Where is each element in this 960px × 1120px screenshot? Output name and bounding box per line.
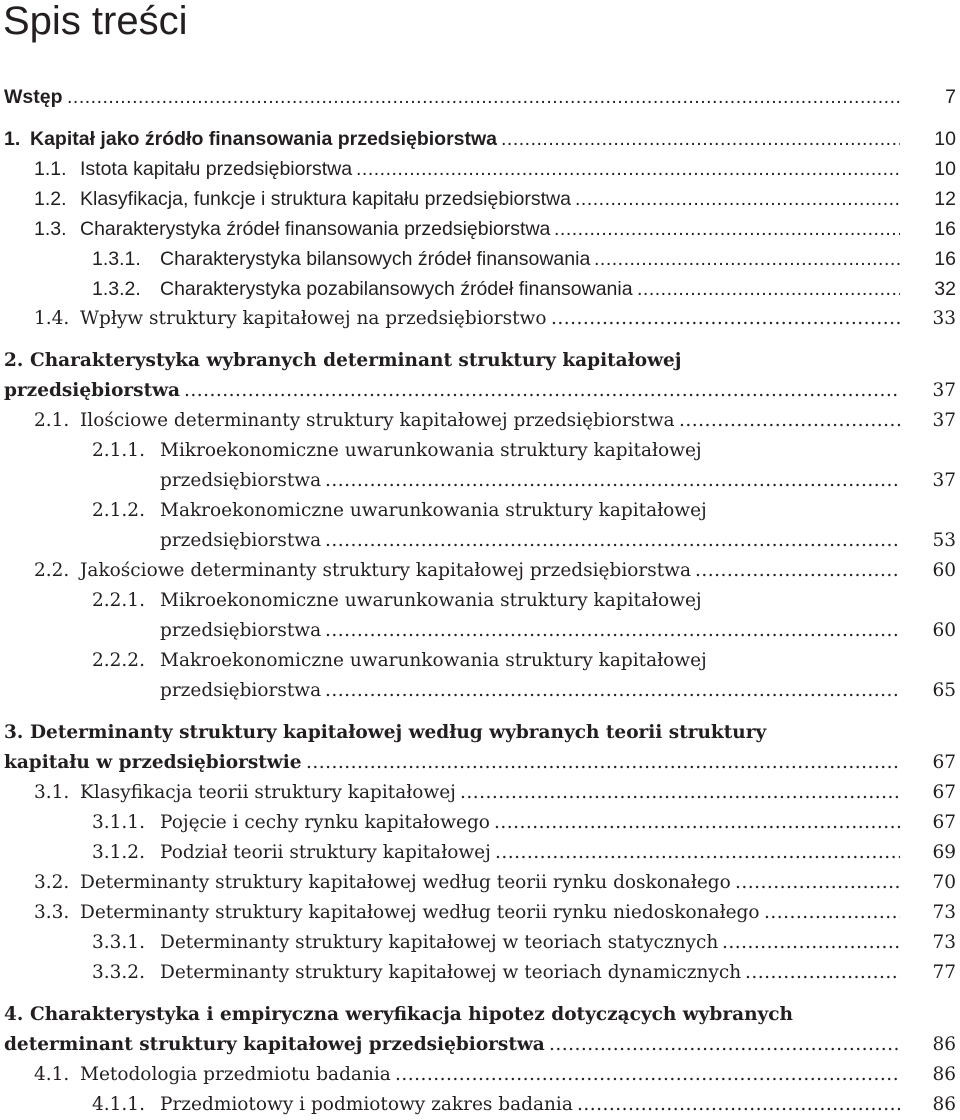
toc-entry-title-continued: determinant struktury kapitałowej przedsiębiorstwa xyxy=(4,1034,545,1055)
dot-leader xyxy=(325,526,900,556)
toc-entry-number: 3.1. xyxy=(34,782,70,803)
toc-section-2-2[interactable] xyxy=(0,556,960,586)
toc-entry-number: 2.2. xyxy=(34,560,70,581)
toc-section-1-1[interactable] xyxy=(0,154,960,184)
toc-chapter-3-continued[interactable] xyxy=(0,748,960,778)
toc-entry-number: 1.3. xyxy=(34,218,67,240)
toc-entry-title: Charakterystyka pozabilansowych źródeł finansowania xyxy=(160,278,633,300)
dot-leader xyxy=(551,304,900,334)
toc-entry-number: 3.1.1. xyxy=(92,812,145,833)
toc-entry-title: Istota kapitału przedsiębiorstwa xyxy=(80,158,353,180)
toc-section-1-3[interactable] xyxy=(0,214,960,244)
toc-entry-title: Podział teorii struktury kapitałowej xyxy=(160,842,491,863)
toc-entry-title: Pojęcie i cechy rynku kapitałowego xyxy=(160,812,490,833)
toc-entry-page: 65 xyxy=(932,680,956,701)
toc-section-3-3[interactable] xyxy=(0,898,960,928)
toc-entry-title: Charakterystyka wybranych determinant struktury kapitałowej xyxy=(30,350,682,371)
toc-section-2-1[interactable] xyxy=(0,406,960,436)
toc-entry-title: Determinanty struktury kapitałowej w teoriach dynamicznych xyxy=(160,962,742,983)
toc-entry-title: Determinanty struktury kapitałowej według teorii rynku niedoskonałego xyxy=(80,902,760,923)
toc-entry-page: 60 xyxy=(932,620,956,641)
dot-leader xyxy=(184,376,900,406)
toc-subsection-2-2-2[interactable] xyxy=(0,646,960,676)
toc-subsection-2-1-2[interactable] xyxy=(0,496,960,526)
dot-leader xyxy=(735,868,900,898)
toc-entry-number: 2.2.2. xyxy=(92,650,145,671)
toc-section-3-1[interactable] xyxy=(0,778,960,808)
toc-entry-page: 53 xyxy=(932,530,956,551)
toc-entry-title: Wstęp xyxy=(4,86,63,108)
toc-chapter-2[interactable] xyxy=(0,346,960,376)
dot-leader xyxy=(745,958,900,988)
dot-leader xyxy=(594,244,900,274)
toc-entry-page: 86 xyxy=(932,1094,956,1115)
toc-subsection-2-2-1[interactable] xyxy=(0,586,960,616)
toc-entry-number: 2.1.2. xyxy=(92,500,145,521)
dot-leader xyxy=(679,406,900,436)
toc-subsection-1-3-2[interactable] xyxy=(0,274,960,304)
toc-entry-number: 1.3.1. xyxy=(92,248,141,270)
toc-entry-number: 3. xyxy=(4,722,24,743)
page-title: Spis treści xyxy=(3,0,188,43)
toc-entry-title: Charakterystyka źródeł finansowania przedsiębiorstwa xyxy=(80,218,551,240)
toc-entry-page: 70 xyxy=(932,872,956,893)
toc-entry-title: Wpływ struktury kapitałowej na przedsiębiorstwo xyxy=(80,308,547,329)
dot-leader xyxy=(764,898,900,928)
toc-entry-page: 67 xyxy=(932,752,956,773)
toc-entry-title: Makroekonomiczne uwarunkowania struktury kapitałowej xyxy=(160,650,707,671)
toc-section-1-2[interactable] xyxy=(0,184,960,214)
dot-leader xyxy=(306,748,900,778)
toc-entry-title: Mikroekonomiczne uwarunkowania struktury kapitałowej xyxy=(160,590,702,611)
toc-section-4-1[interactable] xyxy=(0,1060,960,1090)
dot-leader xyxy=(495,838,900,868)
dot-leader xyxy=(494,808,900,838)
toc-entry-title: Charakterystyka i empiryczna weryfikacja hipotez dotyczących wybranych xyxy=(30,1004,794,1025)
dot-leader xyxy=(549,1030,900,1060)
toc-entry-title: Klasyfikacja teorii struktury kapitałowej xyxy=(80,782,456,803)
toc-entry-number: 3.3.1. xyxy=(92,932,145,953)
toc-entry-title-continued: przedsiębiorstwa xyxy=(160,530,322,551)
dot-leader xyxy=(325,616,900,646)
toc-subsection-2-1-1[interactable] xyxy=(0,436,960,466)
toc-entry-title-continued: przedsiębiorstwa xyxy=(160,620,322,641)
toc-chapter-2-continued[interactable] xyxy=(0,376,960,406)
dot-leader xyxy=(460,778,900,808)
toc-entry-page: 10 xyxy=(934,128,956,150)
toc-entry-title-continued: przedsiębiorstwa xyxy=(160,680,322,701)
toc-entry-page: 32 xyxy=(934,278,956,300)
toc-subsection-2-2-2-continued[interactable] xyxy=(0,676,960,706)
toc-entry-number: 2.1. xyxy=(34,410,70,431)
toc-entry-number: 2. xyxy=(4,350,24,371)
toc-entry-page: 67 xyxy=(932,812,956,833)
toc-entry-page: 77 xyxy=(932,962,956,983)
toc-entry-title: Mikroekonomiczne uwarunkowania struktury kapitałowej xyxy=(160,440,702,461)
toc-entry-page: 69 xyxy=(932,842,956,863)
toc-entry-page: 33 xyxy=(932,308,956,329)
toc-entry-page: 86 xyxy=(932,1034,956,1055)
toc-entry-page: 16 xyxy=(934,248,956,270)
dot-leader xyxy=(325,676,900,706)
toc-entry-title: Metodologia przedmiotu badania xyxy=(80,1064,391,1085)
toc-entry-number: 3.3. xyxy=(34,902,70,923)
toc-entry-page: 73 xyxy=(932,932,956,953)
toc-chapter-4[interactable] xyxy=(0,1000,960,1030)
toc-entry-number: 3.2. xyxy=(34,872,70,893)
dot-leader xyxy=(722,928,900,958)
toc-entry-title: Ilościowe determinanty struktury kapitałowej przedsiębiorstwa xyxy=(80,410,675,431)
dot-leader xyxy=(554,214,900,244)
toc-entry-wstep[interactable] xyxy=(0,82,960,112)
toc-subsection-3-1-2[interactable] xyxy=(0,838,960,868)
toc-entry-page: 67 xyxy=(932,782,956,803)
toc-entry-title: Przedmiotowy i podmiotowy zakres badania xyxy=(160,1094,573,1115)
toc-entry-title-continued: przedsiębiorstwa xyxy=(160,470,322,491)
dot-leader xyxy=(575,184,900,214)
toc-subsection-3-3-2[interactable] xyxy=(0,958,960,988)
toc-entry-page: 16 xyxy=(934,218,956,240)
toc-entry-number: 1. xyxy=(4,128,21,150)
toc-subsection-2-1-2-continued[interactable] xyxy=(0,526,960,556)
dot-leader xyxy=(501,124,900,154)
toc-entry-number: 1.1. xyxy=(34,158,67,180)
toc-entry-title: Klasyfikacja, funkcje i struktura kapitału przedsiębiorstwa xyxy=(80,188,571,210)
toc-entry-page: 7 xyxy=(945,86,956,108)
toc-entry-title: Kapitał jako źródło finansowania przedsiębiorstwa xyxy=(30,128,498,150)
toc-subsection-1-3-1[interactable] xyxy=(0,244,960,274)
toc-entry-title: Determinanty struktury kapitałowej w teoriach statycznych xyxy=(160,932,719,953)
toc-entry-page: 73 xyxy=(932,902,956,923)
toc-subsection-3-1-1[interactable] xyxy=(0,808,960,838)
toc-subsection-2-2-1-continued[interactable] xyxy=(0,616,960,646)
toc-entry-title: Charakterystyka bilansowych źródeł finansowania xyxy=(160,248,591,270)
dot-leader xyxy=(395,1060,900,1090)
toc-entry-number: 4. xyxy=(4,1004,24,1025)
dot-leader xyxy=(67,82,900,112)
toc-entry-title: Determinanty struktury kapitałowej według wybranych teorii struktury xyxy=(30,722,767,743)
toc-entry-number: 1.3.2. xyxy=(92,278,141,300)
dot-leader xyxy=(325,466,900,496)
dot-leader xyxy=(356,154,900,184)
toc-entry-number: 1.4. xyxy=(34,308,70,329)
toc-section-1-4[interactable] xyxy=(0,304,960,334)
toc-chapter-4-continued[interactable] xyxy=(0,1030,960,1060)
toc-entry-number: 2.1.1. xyxy=(92,440,145,461)
toc-entry-number: 4.1.1. xyxy=(92,1094,145,1115)
toc-entry-page: 86 xyxy=(932,1064,956,1085)
toc-entry-number: 2.2.1. xyxy=(92,590,145,611)
toc-entry-page: 60 xyxy=(932,560,956,581)
toc-entry-page: 37 xyxy=(932,470,956,491)
toc-entry-number: 1.2. xyxy=(34,188,67,210)
toc-entry-title: Determinanty struktury kapitałowej według teorii rynku doskonałego xyxy=(80,872,731,893)
toc-entry-number: 4.1. xyxy=(34,1064,70,1085)
toc-entry-title: Jakościowe determinanty struktury kapitałowej przedsiębiorstwa xyxy=(80,560,692,581)
toc-entry-page: 37 xyxy=(932,380,956,401)
dot-leader xyxy=(695,556,900,586)
toc-entry-title-continued: kapitału w przedsiębiorstwie xyxy=(4,752,302,773)
toc-entry-number: 3.1.2. xyxy=(92,842,145,863)
toc-chapter-3[interactable] xyxy=(0,718,960,748)
toc-subsection-3-3-1[interactable] xyxy=(0,928,960,958)
toc-chapter-1[interactable] xyxy=(0,124,960,154)
toc-entry-title-continued: przedsiębiorstwa xyxy=(4,380,181,401)
toc-section-3-2[interactable] xyxy=(0,868,960,898)
toc-entry-page: 37 xyxy=(932,410,956,431)
toc-entry-page: 12 xyxy=(934,188,956,210)
toc-entry-number: 3.3.2. xyxy=(92,962,145,983)
toc-subsection-2-1-1-continued[interactable] xyxy=(0,466,960,496)
dot-leader xyxy=(637,274,900,304)
toc-entry-page: 10 xyxy=(934,158,956,180)
toc-entry-title: Makroekonomiczne uwarunkowania struktury kapitałowej xyxy=(160,500,707,521)
